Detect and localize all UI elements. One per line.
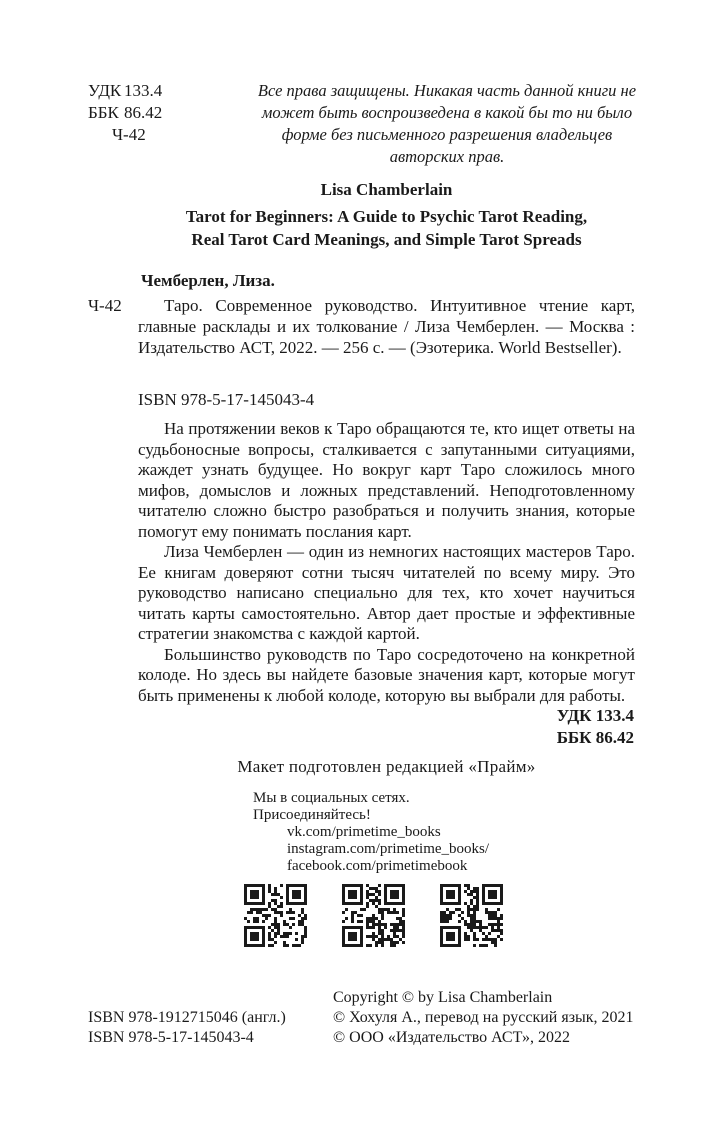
- social-links: [253, 824, 489, 875]
- facebook-qr-code: [440, 884, 503, 947]
- bbk-value: 86.42: [124, 103, 163, 122]
- annotation-paragraph-2: Лиза Чемберлен — один из немногих настоящих мастеров Таро. Ее книгам доверяют сотни тысяч читателей по всему миру. Это руководство написано специально для тех, кто хочет научиться читать карты самостоятельно. Автор дает простые и эффективные стратегии знакомства с каждой картой.: [138, 542, 635, 643]
- catalog-author-sign: Ч-42: [88, 296, 122, 315]
- author-sign-code: Ч-42: [112, 125, 146, 144]
- annotation-paragraph-1: На протяжении веков к Таро обращаются те, кто ищет ответы на судьбоносные вопросы, сталкивается с запутанными ситуациями, жаждет узнать будущее. Но вокруг карт Таро сложилось много мифов, домыслов и ложных представлений. Неподготовленному читателю сложно быстро разобраться и получить знания, которые помогут ему понимать послания карт.: [138, 419, 635, 541]
- bottom-classification-codes: [557, 705, 634, 748]
- top-classification-codes: [88, 80, 162, 146]
- qr-code-row: [244, 884, 503, 947]
- annotation: [138, 419, 635, 706]
- rights-notice: Все права защищены. Никакая часть данной книги не может быть воспроизведена в какой бы то ни было форме без письменного разрешения владельцев авторских прав.: [257, 81, 637, 166]
- bbk-footer: ББК 86.42: [556, 727, 634, 747]
- catalog-entry: Таро. Современное руководство. Интуитивное чтение карт, главные расклады и их толкование / Лиза Чемберлен. — Москва : Издательство АСТ, 2022. — 256 с. — (Эзотерика. World Bestseller).: [138, 296, 635, 357]
- original-title-line1: Tarot for Beginners: A Guide to Psychic Tarot Reading,: [185, 207, 588, 226]
- social-link-instagram: instagram.com/primetime_books/: [287, 841, 490, 857]
- udk-line: [88, 80, 162, 102]
- bbk-line: [88, 102, 162, 124]
- copyright-publisher: © ООО «Издательство АСТ», 2022: [333, 1029, 570, 1046]
- instagram-qr-code: [342, 884, 405, 947]
- copyright-author: Copyright © by Lisa Chamberlain: [333, 989, 553, 1006]
- social-intro-line1: Мы в социальных сетях.: [253, 790, 410, 806]
- bbk-label: ББК: [88, 103, 119, 122]
- original-title: [138, 205, 635, 251]
- udk-label: УДК: [88, 81, 122, 100]
- vk-qr-code: [244, 884, 307, 947]
- bottom-isbn-column: [88, 1008, 286, 1048]
- udk-footer: УДК 133.4: [556, 706, 634, 725]
- original-title-line2: Real Tarot Card Meanings, and Simple Tarot Spreads: [191, 230, 582, 249]
- isbn-russian: ISBN 978-5-17-145043-4: [88, 1029, 254, 1046]
- isbn-english: ISBN 978-1912715046 (англ.): [88, 1009, 286, 1026]
- catalog-author: Чемберлен, Лиза.: [141, 271, 275, 290]
- imprint-line: Макет подготовлен редакцией «Прайм»: [237, 757, 536, 776]
- isbn-main: ISBN 978-5-17-145043-4: [138, 390, 315, 409]
- social-block: [253, 790, 489, 875]
- annotation-paragraph-3: Большинство руководств по Таро сосредоточено на конкретной колоде. Но здесь вы найдете базовые значения карт, которые могут быть применены к любой колоде, которую вы выбрали для работы.: [138, 644, 635, 705]
- bottom-copyright-column: [333, 988, 634, 1048]
- social-link-vk: vk.com/primetime_books: [287, 824, 441, 840]
- original-author: Lisa Chamberlain: [320, 180, 453, 199]
- social-intro-line2: Присоединяйтесь!: [253, 807, 371, 823]
- copyright-translation: © Хохуля А., перевод на русский язык, 2021: [333, 1009, 634, 1026]
- social-link-facebook: facebook.com/primetimebook: [287, 858, 468, 874]
- udk-value: 133.4: [124, 81, 163, 100]
